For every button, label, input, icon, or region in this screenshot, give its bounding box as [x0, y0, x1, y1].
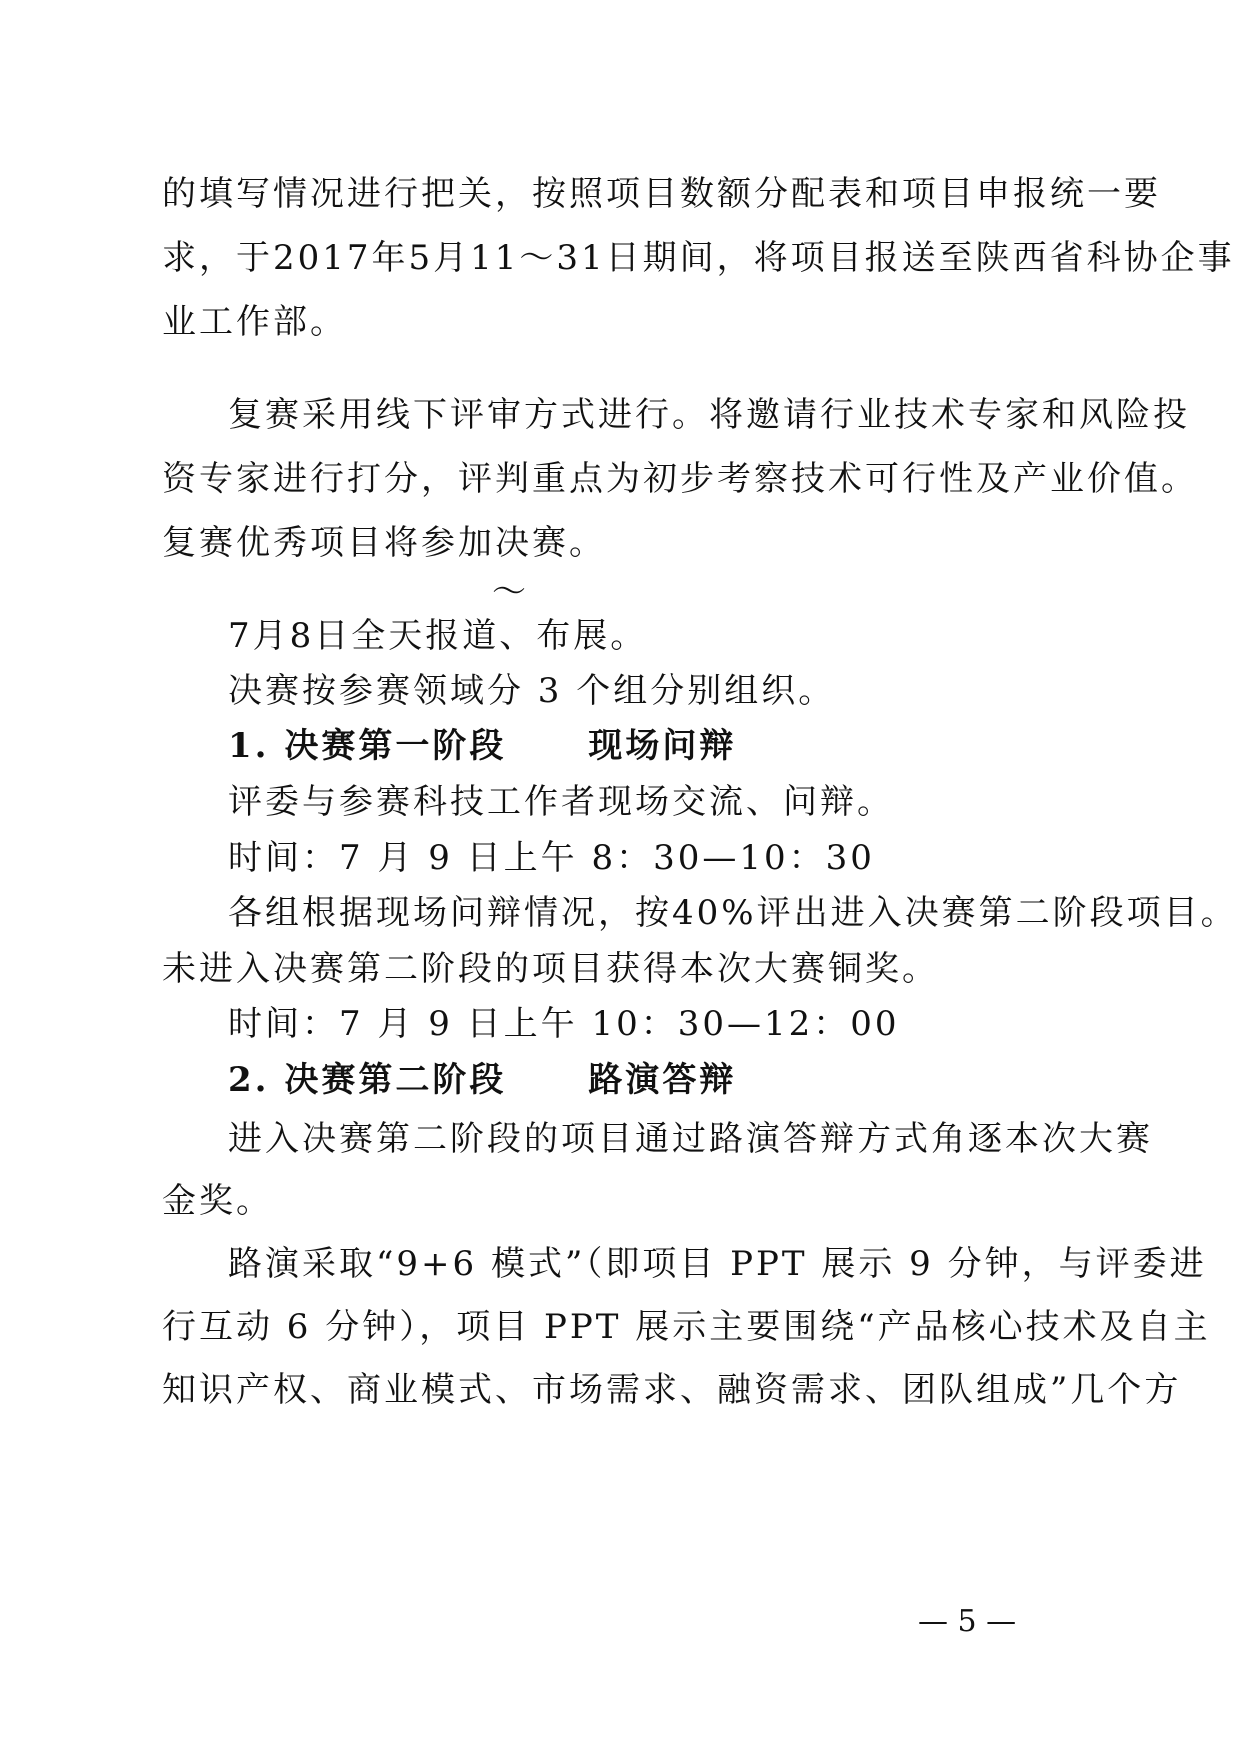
- roadshow-line2: 行互动 6 分钟），项目 PPT 展示主要围绕“产品核心技术及自主: [162, 1307, 1211, 1347]
- page-number: — 5 —: [918, 1604, 1017, 1639]
- para2-line3: 复赛优秀项目将参加决赛。: [162, 523, 606, 563]
- para2-line2: 资专家进行打分，评判重点为初步考察技术可行性及产业价值。: [162, 459, 1198, 499]
- stage1-time1: 时间：7 月 9 日上午 8：30—10：30: [228, 838, 875, 878]
- range-tilde: ～: [492, 572, 526, 612]
- stage1-rule-line2: 未进入决赛第二阶段的项目获得本次大赛铜奖。: [162, 949, 939, 989]
- groups-line: 决赛按参赛领域分 3 个组分别组织。: [228, 671, 836, 711]
- stage2-desc-line1: 进入决赛第二阶段的项目通过路演答辩方式角逐本次大赛: [228, 1119, 1153, 1159]
- checkin-line: 7月8日全天报道、布展。: [228, 616, 648, 656]
- stage1-heading: [228, 724, 1082, 768]
- stage1-time2: 时间：7 月 9 日上午 10：30—12：00: [228, 1004, 900, 1044]
- stage1-desc: 评委与参赛科技工作者现场交流、问辩。: [228, 782, 894, 822]
- stage1-rule-line1: 各组根据现场问辩情况，按40%评出进入决赛第二阶段项目。: [228, 893, 1238, 933]
- stage2-name: 决赛第二阶段: [284, 1060, 507, 1100]
- para1-line1: 的填写情况进行把关，按照项目数额分配表和项目申报统一要: [162, 174, 1161, 214]
- roadshow-line3: 知识产权、商业模式、市场需求、融资需求、团队组成”几个方: [162, 1370, 1182, 1410]
- stage1-name: 决赛第一阶段: [284, 726, 507, 766]
- para1-line3: 业工作部。: [162, 302, 347, 342]
- stage1-number: 1.: [228, 726, 270, 766]
- para1-line2: 求，于2017年5月11～31日期间，将项目报送至陕西省科协企事: [162, 238, 1235, 278]
- stage2-number: 2.: [228, 1060, 270, 1100]
- para2-line1: 复赛采用线下评审方式进行。将邀请行业技术专家和风险投: [228, 395, 1190, 435]
- stage1-method: 现场问辩: [588, 726, 737, 766]
- roadshow-line1: 路演采取“9+6 模式”（即项目 PPT 展示 9 分钟，与评委进: [228, 1244, 1207, 1284]
- stage2-desc-line2: 金奖。: [162, 1181, 273, 1221]
- stage2-method: 路演答辩: [588, 1060, 737, 1100]
- stage2-heading: [228, 1058, 1082, 1102]
